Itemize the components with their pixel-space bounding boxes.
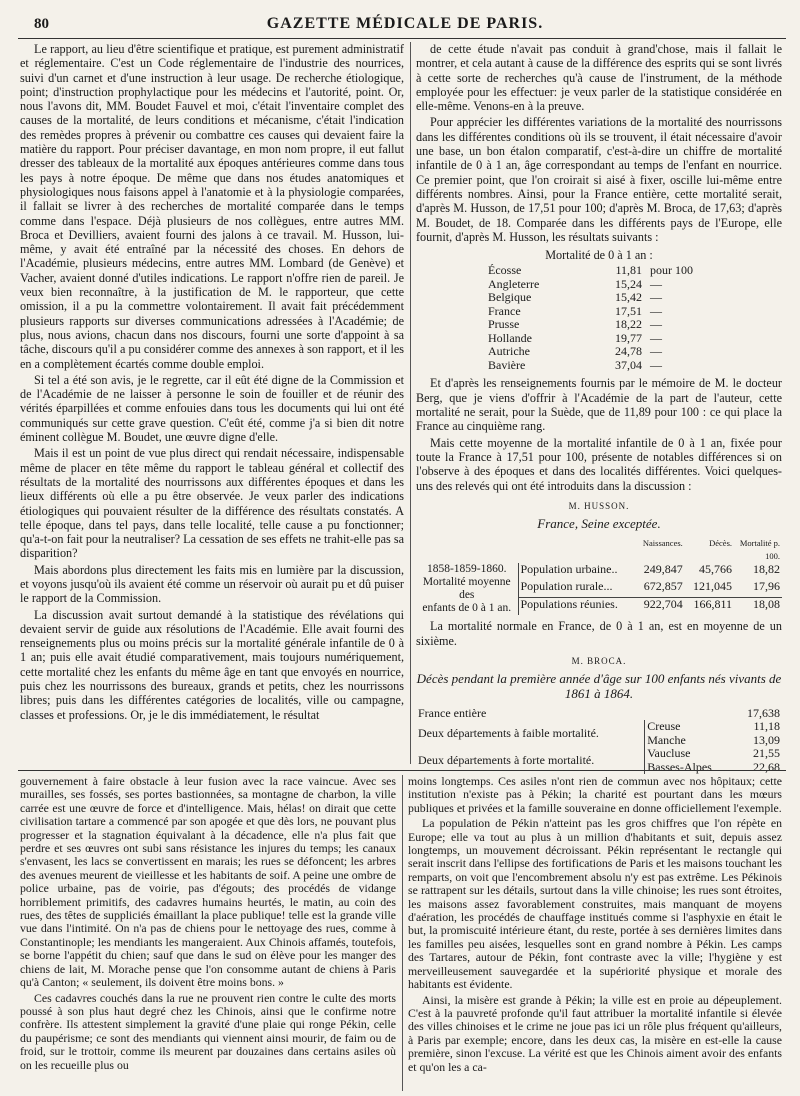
cell-value: 21,55 [753, 746, 780, 761]
row-label: France entière [418, 705, 487, 720]
table-row [416, 707, 782, 721]
paragraph: de cette étude n'avait pas conduit à grand'chose, mais il fallait le montrer, et cela autant à cause de la différence des esprits qui se sont livrés à cette sorte de recherches qu'à cause de l'instrument, de la méthode employée pour les effectuer: je veux parler de la statistique considérée en elle-même. Venons-en à la preuve. [416, 42, 782, 114]
cell-naissances: 922,704 [635, 598, 685, 616]
cell-mortalite: 17,96 [753, 579, 780, 594]
label-line: des [459, 589, 475, 602]
mortality-value: 19,77 [615, 330, 642, 345]
row-label: Deux départements à forte mortalité. [418, 753, 595, 768]
cell-value: 13,09 [753, 732, 780, 747]
broca-subtitle: Décès pendant la première année d'âge sur 100 enfants nés vivants de 1861 à 1864. [416, 671, 782, 701]
paragraph: gouvernement à faire obstacle à leur fusion avec la race vaincue. Avec ses murailles, ses fossés, ses portes bastionnées, sa montagne de charbon, la ville carrée est une œuvre de force et d'intelligence. Mais, hélas! on dirait que cette civilisation tartare a commencé par son apogée et que dès lors, ne pouvant plus progresser et la stagnation équivalant à la décadence, elle n'a plus fait que perdre et ses œuvres ont subi sans résistance les injures du temps; les canaux s'envasent, les lacs se convertissent en marais; les rues se défoncent; les arbres des avenues meurent de vieillesse et les habitants de soif. A peine une ombre de police urbaine, pas de voirie, pas d'égouts; des procédés de vidange horriblement primitifs, des cadavres humains heurtés, le matin, au coin des rues, des têtes de suppliciés émaillant la place publique! telle est la grande ville vue dans l'intimité. On n'a pas de chiens pour le nettoyage des rues, comme à Constantinople; les mendiants les mangeraient. Aux Chinois affamés, toutefois, se borne l'appétit du chien; sauf que dans le sud on élève pour les manger des chiens de lait, M. Morache pense que l'on consomme autant de chiens à Paris qu'à Canton; « seulement, ils doivent être moins bons. » [20, 774, 396, 990]
row-label: Deux départements à faible mortalité. [418, 726, 599, 741]
mortality-value: 17,51 [615, 303, 642, 318]
paragraph: La population de Pékin n'atteint pas les gros chiffres que l'on répète en Europe; elle va tout au plus à un million d'habitants et suit, depuis assez longtemps, un mouvement décroissant. Pékin représentant le rectangle qui serait inscrit dans l'ellipse des fortifications de Paris et les maisons touchant les remparts, on voit que l'encombrement absolu n'y est pas extrême. Les Pékinois se rattrapent sur les détails, surtout dans la ville chinoise; les rues sont étroites, les maisons assez favorablement construites, mais manquant de moyens d'aération, les procédés de chauffage institués comme si l'asphyxie en était le but, la promiscuité intérieure étant, du reste, portée à ses dernières limites dans les familles peu aisées, lesquelles sont en grand nombre à Pékin. Les camps des Tartares, autour de Pékin, font contraste avec la ville; l'hygiène y est merveilleusement sauvegardée et la supériorité physique et morale des habitants est évidente. [408, 816, 782, 992]
row-label: Populations réunies. [518, 598, 635, 616]
top-left-column [20, 42, 404, 764]
cell-mortalite: 18,82 [753, 562, 780, 577]
table-row [486, 345, 695, 359]
paragraph: Si tel a été son avis, je le regrette, car il eût été digne de la Commission et de l'Académie de ne laisser à personne le soin de fouiller et de réunir des vérités éparpillées et comme enfouies dans tous les documents qui lui ont été communiqués sur cette grave question. C'eût été, comme j'a si bien dit notre éminent collègue M. Boudet, une œuvre digne d'elle. [20, 372, 404, 445]
table-row [486, 291, 695, 305]
country-name: Prusse [488, 317, 520, 332]
mortality-unit: — [650, 317, 662, 332]
column-divider [402, 775, 403, 1091]
paragraph: Mais il est un point de vue plus direct qui rendait nécessaire, indispensable même de placer en tête même du rapport le tableau général et collectif des résultats de la mortalité des nourrissons aux différentes époques et dans les lieux différents où elle a pu être observée. Je veux parler des indications étiologiques qui pouvaient résulter de la différence des résultats constatés. A telle époque, dans tel pays, dans telle localité, telle cause a pu fonctionner; qu'a-t-on fait pour la neutraliser? La cessation de ses effets ne trahit-elle pas sa disparition? [20, 446, 404, 561]
page-number: 80 [34, 16, 49, 32]
col-deces: Décès. [709, 538, 732, 549]
page-header [22, 14, 788, 36]
header-rule [18, 38, 786, 39]
country-name: Écosse [488, 263, 522, 278]
cell-deces: 121,045 [693, 579, 732, 594]
mortality-table [486, 264, 695, 372]
table-row [486, 278, 695, 292]
mortality-unit: — [650, 276, 662, 291]
row-label: Population urbaine.. [520, 562, 618, 577]
dept-name: Basses-Alpes [645, 761, 730, 775]
cell-mortalite: 18,08 [734, 598, 782, 616]
paragraph: Ces cadavres couchés dans la rue ne prouvent rien contre le culte des morts poussé à son plus haut degré chez les Chinois, ainsi que le confirme notre confrère. Ils attestent simplement la gravité d'une plaie qui ronge Pékin, celle du paupérisme; ce sont des mendiants qui viennent ainsi mourir, de faim ou de froid, sur le trottoir, comme ils meurent par douzaines dans certains asiles où on les recueille plus ou [20, 990, 396, 1072]
mortality-unit: — [650, 344, 662, 359]
mortality-unit: — [650, 357, 662, 372]
country-name: Hollande [488, 330, 532, 345]
country-name: Angleterre [488, 276, 540, 291]
table-row [416, 747, 782, 761]
dept-name: Manche [645, 734, 730, 748]
cell-naissances: 672,857 [643, 579, 683, 594]
country-name: Bavière [488, 357, 526, 372]
section-rule [18, 770, 786, 771]
country-name: France [488, 303, 521, 318]
table-row [486, 264, 695, 278]
top-right-column [416, 42, 782, 774]
mortality-unit: — [650, 290, 662, 305]
paragraph: La mortalité normale en France, de 0 à 1 an, est en moyenne de un sixième. [416, 619, 782, 648]
paragraph: Mais cette moyenne de la mortalité infantile de 0 à 1 an, fixée pour toute la France à 17,51 pour 100, présente de notables différences si on l'observe à des époques et dans des localités différentes. Voici quelques-uns des relevés qui ont été introduits dans la discussion : [416, 435, 782, 493]
broca-table [416, 707, 782, 775]
mortality-unit: — [650, 330, 662, 345]
husson-left-label [416, 563, 518, 615]
paragraph: La discussion avait surtout demandé à la statistique des révélations qui devaient servir de guide aux résolutions de l'Académie. Elle avait fourni des renseignements plus ou moins précis sur la mortalité générale infantile de 0 à 1 an; puis elle avait étudié comparativement, mais toujours numériquement, cette mortalité chez les enfants du même âge en tant que envoyés en nourrice, puis chez les nourrissons des bureaux, grands et petits, chez les nourrissons libres; puis dans les différentes catégories de localités, ville ou campagne, classes et professions. Or, je le dis immédiatement, le résultat [20, 607, 404, 722]
journal-title: GAZETTE MÉDICALE DE PARIS. [266, 15, 544, 32]
country-name: Autriche [488, 344, 530, 359]
table-row [486, 332, 695, 346]
mortality-value: 37,04 [615, 357, 642, 372]
husson-subtitle: France, Seine exceptée. [537, 516, 661, 532]
column-divider [410, 42, 411, 764]
mortality-value: 24,78 [615, 344, 642, 359]
mortality-unit: — [650, 303, 662, 318]
cell-value: 17,638 [747, 705, 780, 720]
paragraph: Ainsi, la misère est grande à Pékin; la ville est en proie au dépeuplement. C'est à la pauvreté profonde qu'il faut attribuer la mortalité infantile si élevée des villes chinoises et le crime ne joue pas ici un rôle plus fréquent qu'ailleurs, à Paris par exemple; encore, dans les deux cas, la misère en est-elle la cause première, sinon l'excuse. La vérité est que les Chinois aiment avoir des enfants et qu'on les a ca- [408, 992, 782, 1074]
paragraph: moins longtemps. Ces asiles n'ont rien de commun avec nos hôpitaux; cette institution n'existe pas à Pékin; la charité est pourtant dans les mœurs publiques et privées et la famille souveraine en donne officiellement l'exemple. [408, 774, 782, 815]
country-name: Belgique [488, 290, 532, 305]
mortality-value: 15,24 [615, 276, 642, 291]
table-row [486, 318, 695, 332]
col-mortalite: Mortalité p. 100. [739, 538, 780, 562]
label-line: 1858-1859-1860. [426, 563, 507, 576]
label-line: enfants de 0 à 1 an. [422, 602, 512, 615]
paragraph: Le rapport, au lieu d'être scientifique et pratique, est purement administratif et réglementaire. C'est un Code réglementaire de l'industrie des nourrices, suivi d'un carnet et d'une instruction à leur usage. De recherche étiologique, point; d'instruction prophylactique pour les médecins et l'autorité, point. Or, nous l'avons dit, MM. Boudet Fauvel et moi, c'était l'inventaire complet des causes de la mortalité, de leurs conditions et mécanisme, c'était l'indication des remèdes propres à prévenir ou combattre ces causes qui devaient faire la matière du rapport. Pour préciser davantage, en mon nom propre, il eut fallut dresser des tableaux de la mortalité aux époques antérieures comme dans tous les pays à notre époque. De même que dans nos études anatomiques et physiologiques nous faisons appel à l'anatomie et à la physiologie comparées, il fallait se livrer à des recherches de mortalité comparée dans le temps comme dans l'espace. Déjà plusieurs de nos collègues, entre autres MM. Broca et Devilliers, avaient fourni des jalons à ce travail. M. Husson, lui-même, y avait été entraîné par la nécessité des choses. En dehors de l'Académie, plusieurs médecins, entre autres MM. Lombard (de Genève) et Vacher, avaient donné d'utiles indications. Le rapport n'offre rien de pareil. Je veux bien reconnaître, à la justification de M. le rapporteur, que cette omission, il a pu la commettre volontairement. Il avait fait précédemment plusieurs rapports sur diverses communications adressées à l'Académie; de plus, nous avions, chacun dans nos discours, fourni une sorte d'appoint à sa tâche, discours qu'il a pu considérer comme des annexes à son rapport, et il les en a complètement écartés comme double emploi. [20, 42, 404, 371]
broca-heading: M. BROCA. [571, 656, 627, 667]
mortality-value: 15,42 [615, 290, 642, 305]
mortality-table-title: Mortalité de 0 à 1 an : [545, 248, 653, 263]
cell-deces: 45,766 [699, 562, 732, 577]
mortality-unit: pour 100 [650, 263, 693, 278]
paragraph: Pour apprécier les différentes variations de la mortalité des nourrissons dans les différentes conditions où ils se trouvent, il était nécessaire d'avoir une base, un bon étalon comparatif, c'est-à-dire un chiffre de mortalité infantile de 0 à 1 an, âge correspondant au temps de l'enfant en nourrice. Ce premier point, que l'on croirait si aisé à fixer, oscille lui-même entre différents nombres. Ainsi, pour la France entière, cette mortalité serait, d'après M. Husson, de 17,51 pour 100; d'après M. Broca, de 17,63; d'après M. Boudet, de 18. Comparée dans les différents pays de l'Europe, elle fournit, d'après M. Husson, les résultats suivants : [416, 115, 782, 244]
cell-value: 11,18 [753, 719, 780, 734]
paragraph: Et d'après les renseignements fournis par le mémoire de M. le docteur Berg, que je viens d'offrir à l'Académie de la part de l'auteur, cette mortalité ne serait, pour la Suède, que de 11,89 pour 100 : ce qui place la France au cinquième rang. [416, 376, 782, 434]
label-line: Mortalité moyenne [422, 576, 511, 589]
mortality-value: 11,81 [615, 263, 642, 278]
table-row [486, 359, 695, 373]
table-row [486, 305, 695, 319]
cell-value: 22,68 [753, 759, 780, 774]
dept-name: Vaucluse [645, 747, 730, 761]
col-naissances: Naissances. [642, 538, 683, 549]
mortality-value: 18,22 [615, 317, 642, 332]
paragraph: Mais abordons plus directement les faits mis en lumière par la discussion, et voyons jusqu'où ils avaient été comme un réservoir où aurait pu et dû puiser le rapport de la Commission. [20, 562, 404, 606]
cell-naissances: 249,847 [643, 562, 683, 577]
table-row [416, 720, 782, 734]
row-label: Population rurale... [520, 579, 613, 594]
bottom-left-column [20, 775, 396, 1091]
dept-name: Creuse [645, 720, 730, 734]
husson-heading: M. HUSSON. [568, 500, 630, 511]
bottom-right-column [408, 775, 782, 1091]
cell-deces: 166,811 [685, 598, 734, 616]
husson-table [416, 537, 782, 615]
